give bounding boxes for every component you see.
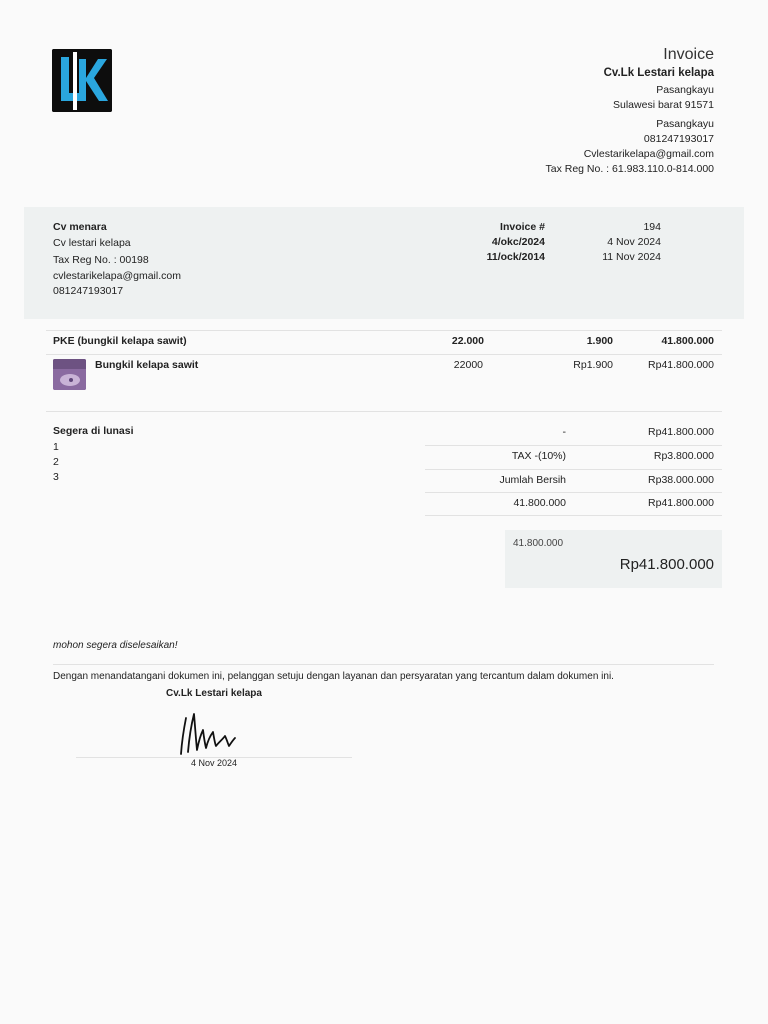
invoice-meta-labels	[420, 220, 545, 265]
subtotal-label: -	[562, 426, 566, 438]
total-label: 41.800.000	[513, 497, 566, 509]
product-thumbnail	[53, 359, 86, 390]
line-header-qty: 22.000	[451, 335, 484, 347]
company-tax-reg: Tax Reg No. : 61.983.110.0-814.000	[545, 163, 714, 175]
company-phone: 081247193017	[643, 133, 714, 145]
payment-note-line: 3	[53, 471, 59, 483]
line-header-description: PKE (bungkil kelapa sawit)	[53, 335, 187, 347]
total-value: Rp41.800.000	[648, 497, 714, 509]
line-item-name: Bungkil kelapa sawit	[95, 359, 199, 371]
signature-icon	[172, 710, 242, 758]
subtotal-value: Rp41.800.000	[648, 426, 714, 438]
line-item-qty: 22000	[453, 359, 483, 371]
line-item-price: Rp1.900	[573, 359, 613, 371]
company-email: Cvlestarikelapa@gmail.com	[583, 148, 714, 160]
customer-company: Cv lestari kelapa	[53, 236, 131, 249]
customer-phone: 081247193017	[53, 285, 124, 297]
line-item-amount: Rp41.800.000	[648, 359, 714, 371]
invoice-meta-values	[560, 220, 661, 265]
net-value: Rp38.000.000	[648, 474, 714, 486]
divider	[46, 354, 722, 355]
invoice-date-value: 4 Nov 2024	[607, 236, 661, 248]
customer-tax-reg: Tax Reg No. : 00198	[53, 254, 149, 266]
invoice-due-value: 11 Nov 2024	[602, 251, 661, 263]
product-photo-icon	[53, 359, 86, 390]
grand-total-box	[505, 530, 722, 588]
company-logo	[52, 49, 112, 112]
signature	[172, 710, 242, 758]
customer-email: cvlestarikelapa@gmail.com	[53, 269, 181, 282]
document-title: Invoice	[663, 46, 714, 63]
terms-text: Dengan menandatangani dokumen ini, pelanggan setuju dengan layanan dan persyaratan yang tercantum dalam dokumen ini.	[53, 671, 614, 682]
invoice-number-label: Invoice #	[500, 221, 545, 233]
divider	[425, 492, 722, 493]
customer-name: Cv menara	[53, 221, 107, 233]
payment-note-title: Segera di lunasi	[53, 425, 134, 437]
lk-logo-icon	[52, 49, 112, 112]
divider	[425, 445, 722, 446]
divider	[46, 411, 722, 412]
divider	[425, 469, 722, 470]
line-header-amount: 41.800.000	[661, 335, 714, 347]
divider	[425, 515, 722, 516]
tax-label: TAX -(10%)	[511, 450, 566, 462]
payment-note	[53, 424, 134, 485]
line-header-price: 1.900	[586, 335, 613, 347]
divider	[53, 664, 714, 665]
signature-date: 4 Nov 2024	[190, 758, 238, 768]
grand-total-label: 41.800.000	[513, 538, 564, 549]
divider	[46, 330, 722, 331]
company-name: Cv.Lk Lestari kelapa	[603, 67, 714, 79]
invoice-date-label: 4/okc/2024	[491, 236, 545, 248]
payment-note-line: 1	[53, 441, 59, 453]
net-label: Jumlah Bersih	[499, 474, 566, 486]
invoice-number-value: 194	[643, 221, 661, 233]
grand-total-value: Rp41.800.000	[619, 556, 714, 573]
company-info	[545, 47, 714, 177]
company-city: Pasangkayu	[656, 84, 714, 96]
signer-name: Cv.Lk Lestari kelapa	[166, 688, 262, 699]
footer-note: mohon segera diselesaikan!	[53, 640, 178, 651]
tax-value: Rp3.800.000	[653, 450, 714, 462]
customer-info	[53, 220, 181, 300]
invoice-due-label: 11/ock/2014	[486, 251, 545, 263]
company-region: Sulawesi barat 91571	[613, 99, 714, 111]
company-city-2: Pasangkayu	[656, 118, 714, 130]
payment-note-line: 2	[53, 456, 59, 468]
